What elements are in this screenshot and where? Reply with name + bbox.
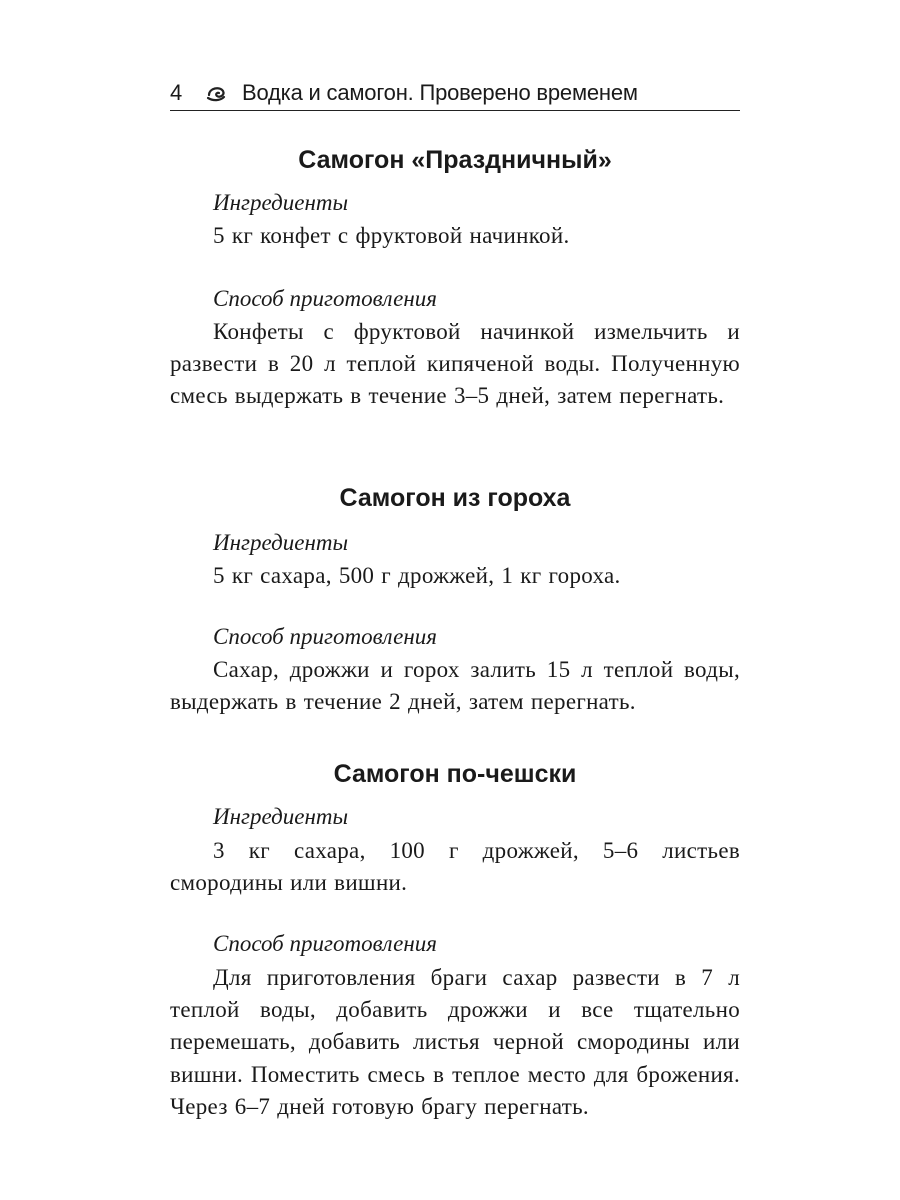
book-title: Водка и самогон. Проверено временем	[242, 80, 638, 105]
recipe-title: Самогон по-чешски	[333, 760, 577, 788]
method-text: Для приготовления браги сахар развести в 7 л теплой воды, добавить дрожжи и все тщательно перемешать, добавить листья черной смородины или вишни. Поместить смесь в теплое место для брожения. Через 6–7 дней готовую брагу перегнать.	[170, 965, 740, 1119]
ingredients-text: 5 кг конфет с фруктовой начинкой.	[213, 223, 570, 248]
ingredients-text: 5 кг сахара, 500 г дрожжей, 1 кг гороха.	[213, 563, 621, 588]
ingredients-label: Ингредиенты	[213, 804, 349, 829]
ingredients-label: Ингредиенты	[213, 190, 349, 215]
method-text: Сахар, дрожжи и горох залить 15 л теплой воды, выдержать в течение 2 дней, затем перегнать.	[170, 657, 740, 715]
recipe-title: Самогон «Праздничный»	[298, 146, 612, 174]
page-number: 4	[170, 80, 183, 105]
ingredients-label: Ингредиенты	[213, 530, 349, 555]
method-label: Способ приготовления	[213, 286, 437, 311]
swirl-ornament-icon	[206, 83, 226, 103]
ingredients-text: 3 кг сахара, 100 г дрожжей, 5–6 листьев смородины или вишни.	[170, 838, 740, 896]
method-text: Конфеты с фруктовой начинкой измельчить и развести в 20 л теплой кипяченой воды. Полученную смесь выдержать в течение 3–5 дней, затем перегнать.	[170, 319, 740, 409]
recipe-title: Самогон из гороха	[339, 484, 571, 512]
method-label: Способ приготовления	[213, 624, 437, 649]
running-header	[170, 76, 740, 111]
method-label: Способ приготовления	[213, 931, 437, 956]
